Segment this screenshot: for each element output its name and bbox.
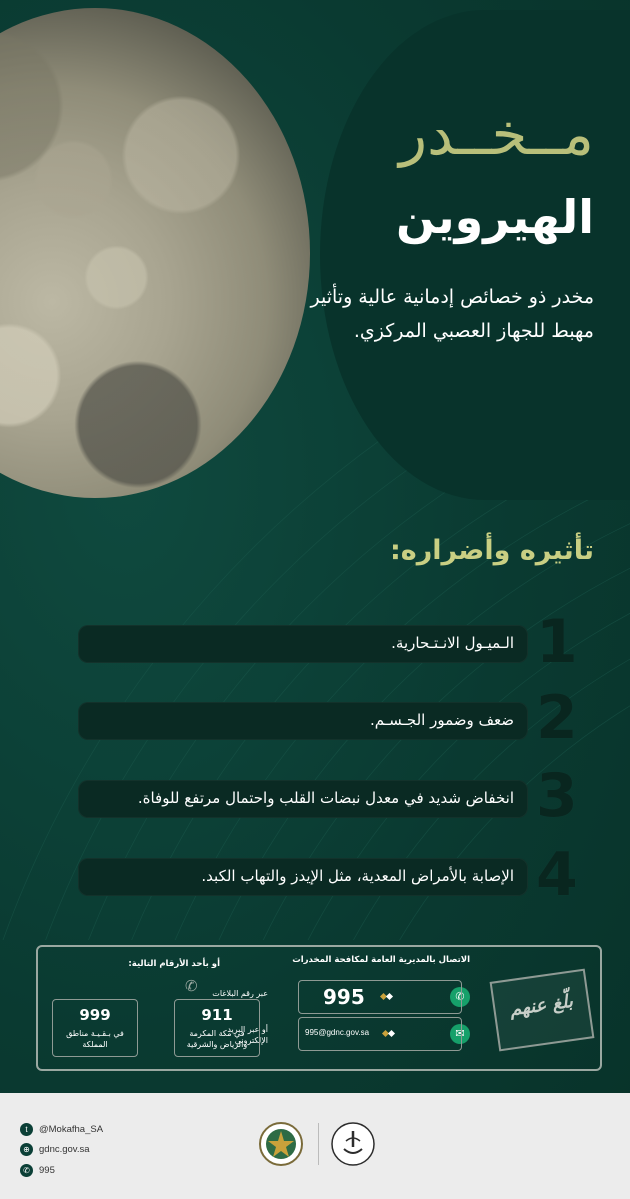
- number-911-label: في مكة المكرمة والرياض والشرقية: [186, 1029, 248, 1049]
- gdnc-emblem: [258, 1121, 304, 1167]
- report-stamp: [490, 969, 595, 1052]
- effects-heading: تأثيره وأضراره:: [389, 535, 594, 566]
- number-999: 999: [79, 1006, 111, 1024]
- whatsapp-icon: ✆: [450, 987, 470, 1007]
- twitter-icon: t: [20, 1123, 33, 1136]
- email-address: 995@gdnc.gov.sa: [305, 1028, 370, 1037]
- dark-circle-backdrop: [320, 10, 630, 500]
- globe-icon: ⊕: [20, 1143, 33, 1156]
- number-card-911[interactable]: [174, 999, 260, 1057]
- effect-item-4: [78, 858, 528, 896]
- number-999-label: في بـقـيـة مناطق المملكة: [66, 1029, 124, 1049]
- effect-text-4: الإصابة بالأمراض المعدية، مثل الإيدز والتهاب الكبد.: [201, 867, 514, 885]
- effect-number-3: 3: [536, 761, 578, 831]
- alternative-numbers-heading: أو بأحد الأرقام التالية:: [128, 959, 220, 969]
- drug-name-title: الهيروين: [395, 190, 594, 244]
- stamp-text: بلّغ عنهم: [508, 990, 575, 1021]
- drug-description: مخدر ذو خصائص إدمانية عالية وتأثير مهبط للجهاز العصبي المركزي.: [310, 286, 594, 342]
- contact-heading: الاتصال بالمديرية العامة لمكافحة المخدرات: [292, 955, 470, 965]
- email-icon: ✉: [450, 1024, 470, 1044]
- diamond-icon: [383, 1030, 395, 1038]
- effect-text-2: ضعف وضمور الجـسـم.: [369, 711, 514, 729]
- number-card-999[interactable]: [52, 999, 138, 1057]
- report-number: 995: [323, 985, 365, 1009]
- effect-item-2: [78, 702, 528, 740]
- report-number-label: عبر رقم البلاغات: [212, 989, 268, 998]
- effect-number-2: 2: [536, 683, 578, 753]
- contact-box: [36, 945, 602, 1071]
- effect-text-1: الـميـول الانـتـحارية.: [391, 634, 514, 652]
- effect-item-1: [78, 625, 528, 663]
- heroin-powder-image: [0, 8, 310, 498]
- email-box[interactable]: [298, 1017, 462, 1051]
- effect-number-1: 1: [536, 607, 578, 677]
- report-number-box[interactable]: [298, 980, 462, 1014]
- effect-item-3: [78, 780, 528, 818]
- phone-number[interactable]: ✆ 995: [20, 1164, 55, 1177]
- effect-text-3: انخفاض شديد في معدل نبضات القلب واحتمال مرتفع للوفاة.: [137, 789, 514, 807]
- email-label: أو عبر البريد الإلكتروني: [227, 1025, 268, 1045]
- effect-number-4: 4: [536, 840, 578, 910]
- twitter-handle[interactable]: t @Mokafha_SA: [20, 1123, 103, 1136]
- logo-separator: [318, 1123, 319, 1165]
- title-word: مــخــدر: [399, 100, 594, 168]
- diamond-icon: [381, 993, 393, 1001]
- footer: [0, 1093, 630, 1199]
- phone-icon: ✆: [185, 977, 198, 995]
- number-911: 911: [201, 1006, 233, 1024]
- moi-emblem: [330, 1121, 376, 1167]
- phone-icon: ✆: [20, 1164, 33, 1177]
- website-link[interactable]: ⊕ gdnc.gov.sa: [20, 1143, 90, 1156]
